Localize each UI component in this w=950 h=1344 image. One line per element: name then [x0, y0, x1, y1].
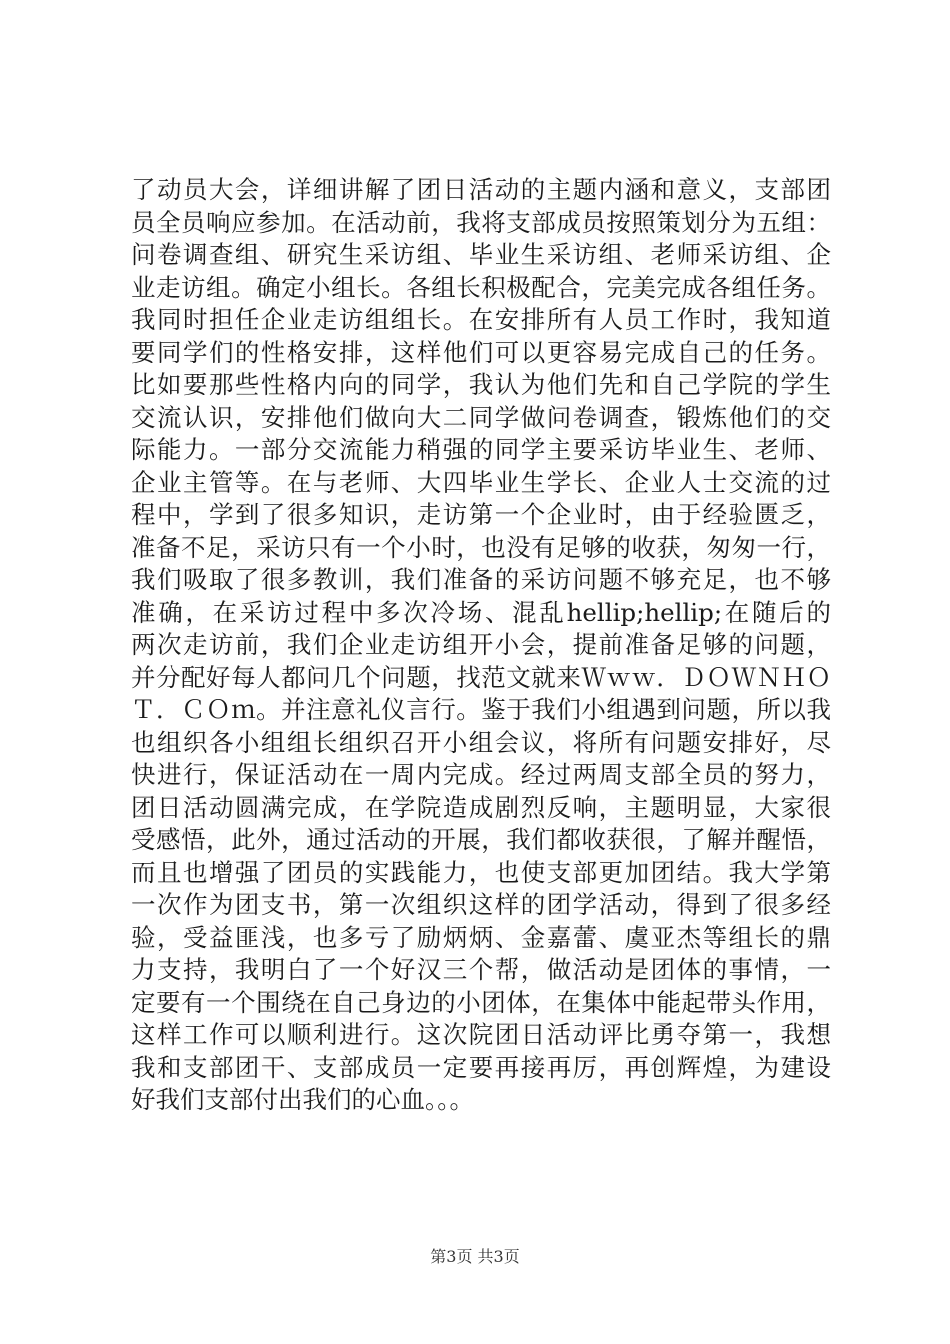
text-line: 两次走访前，我们企业走访组开小会，提前准备足够的问题，	[131, 630, 831, 659]
text-line: 交流认识，安排他们做向大二同学做问卷调查，锻炼他们的交	[131, 402, 831, 432]
text-line: 我同时担任企业走访组组长。在安排所有人员工作时，我知道	[131, 305, 831, 334]
text-line: 员全员响应参加。在活动前，我将支部成员按照策划分为五组：	[131, 207, 831, 237]
text-line: 一次作为团支书，第一次组织这样的团学活动，得到了很多经	[131, 890, 831, 919]
text-line: 际能力。一部分交流能力稍强的同学主要采访毕业生、老师、	[131, 435, 831, 464]
text-line: 准确，在采访过程中多次冷场、混乱hellip;hellip;在随后的	[131, 597, 831, 627]
text-line: 定要有一个围绕在自己身边的小团体，在集体中能起带头作用，	[131, 987, 831, 1017]
text-line: 准备不足，采访只有一个小时，也没有足够的收获，匆匆一行，	[131, 532, 831, 562]
body-paragraph	[131, 174, 831, 1117]
text-line: 了动员大会，详细讲解了团日活动的主题内涵和意义，支部团	[131, 175, 831, 204]
text-line: 我们吸取了很多教训，我们准备的采访问题不够充足，也不够	[131, 565, 831, 594]
text-line: 好我们支部付出我们的心血。。。	[131, 1085, 474, 1114]
text-line: 快进行，保证活动在一周内完成。经过两周支部全员的努力，	[131, 760, 831, 789]
text-line: 程中，学到了很多知识，走访第一个企业时，由于经验匮乏，	[131, 500, 831, 529]
text-line: 团日活动圆满完成，在学院造成剧烈反响，主题明显，大家很	[131, 792, 831, 822]
text-line: 比如要那些性格内向的同学，我认为他们先和自己学院的学生	[131, 370, 831, 399]
text-line: 而且也增强了团员的实践能力，也使支部更加团结。我大学第	[131, 857, 831, 887]
page-number-footer: 第3页 共3页	[430, 1247, 520, 1266]
text-line: Ｔ．ＣＯｍ。并注意礼仪言行。鉴于我们小组遇到问题，所以我	[131, 695, 831, 724]
text-line: 验，受益匪浅，也多亏了励炳炳、金嘉蕾、虞亚杰等组长的鼎	[131, 922, 831, 952]
text-line: 要同学们的性格安排，这样他们可以更容易完成自己的任务。	[131, 337, 831, 367]
text-line: 也组织各小组组长组织召开小组会议，将所有问题安排好，尽	[131, 727, 831, 757]
text-line: 力支持，我明白了一个好汉三个帮，做活动是团体的事情，一	[131, 955, 831, 984]
text-line: 并分配好每人都问几个问题，找范文就来Ｗｗｗ．ＤＯＷＮＨＯ	[131, 662, 831, 692]
text-line: 这样工作可以顺利进行。这次院团日活动评比勇夺第一，我想	[131, 1020, 831, 1049]
text-line: 业走访组。确定小组长。各组长积极配合，完美完成各组任务。	[131, 272, 831, 302]
text-line: 我和支部团干、支部成员一定要再接再厉，再创辉煌，为建设	[131, 1052, 831, 1082]
text-line: 问卷调查组、研究生采访组、毕业生采访组、老师采访组、企	[131, 240, 831, 269]
text-line: 企业主管等。在与老师、大四毕业生学长、企业人士交流的过	[131, 467, 831, 497]
text-line: 受感悟，此外，通过活动的开展，我们都收获很，了解并醒悟，	[131, 825, 831, 854]
